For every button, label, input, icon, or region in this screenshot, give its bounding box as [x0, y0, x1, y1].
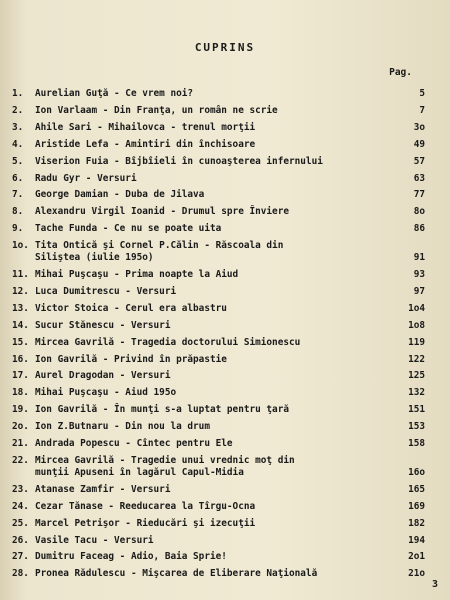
entry-title: Radu Gyr - Versuri	[35, 172, 137, 184]
entry-page: 63	[413, 172, 425, 184]
entry-page: 3o	[413, 121, 425, 133]
entry-page: 165	[408, 483, 425, 495]
entry-number: 22.	[12, 454, 29, 466]
entry-page: 57	[413, 155, 425, 167]
entry-page: 182	[408, 517, 425, 529]
page-title: CUPRINS	[194, 41, 256, 54]
entry-page: 132	[408, 387, 425, 399]
entry-page: 86	[413, 223, 425, 235]
entry-title: Sucur Stănescu - Versuri	[35, 319, 171, 331]
entry-title: Luca Dumitrescu - Versuri	[35, 285, 177, 297]
entry-number: 19.	[12, 404, 29, 416]
entry-number: 17.	[12, 370, 29, 382]
entry-page: 91	[413, 252, 425, 264]
entry-title: Mihai Puşcaşu - Prima noapte la Aiud	[35, 269, 239, 280]
entry-number: 4.	[12, 138, 24, 150]
entry-title: Dumitru Faceag - Adio, Baia Sprie!	[35, 551, 227, 563]
page-column-label: Pag.	[389, 67, 412, 78]
entry-title: Mircea Gavrilă - Tragedia doctorului Simionescu	[35, 336, 301, 348]
entry-number: 24.	[12, 500, 29, 512]
entry-number: 8.	[12, 206, 24, 218]
entry-number: 1o.	[12, 240, 29, 252]
entry-page: 194	[408, 534, 425, 546]
entry-page: 122	[408, 353, 425, 365]
entry-page: 125	[408, 370, 425, 382]
entry-page: 5	[419, 88, 425, 99]
entry-page: 1o4	[408, 302, 425, 314]
entry-number: 3.	[12, 121, 24, 133]
entry-title: Viserion Fuia - Bîjbîieli în cunoaşterea infernului	[35, 155, 323, 167]
entry-number: 2o.	[12, 421, 29, 433]
entry-title: Victor Stoica - Cerul era albastru	[35, 302, 227, 314]
entry-page: 2o1	[408, 551, 425, 563]
entry-number: 12.	[12, 285, 29, 297]
entry-number: 14.	[12, 319, 29, 331]
entry-title: Atanase Zamfir - Versuri	[35, 483, 171, 495]
entry-title: Marcel Petrişor - Rieducări şi izecuţii	[35, 517, 256, 529]
entry-title: Aurel Dragodan - Versuri	[35, 370, 171, 382]
entry-number: 27.	[12, 551, 29, 563]
entry-page: 93	[413, 269, 425, 280]
entry-page: 77	[413, 189, 425, 201]
entry-number: 6.	[12, 172, 24, 184]
entry-title: Pronea Rădulescu - Mişcarea de Eliberare Naţională	[35, 568, 318, 580]
page-number: 3	[431, 579, 438, 590]
entry-number: 13.	[12, 302, 29, 314]
entry-title: Ahile Sari - Mihailovca - trenul morţii	[35, 121, 256, 133]
entry-page: 21o	[408, 568, 425, 580]
entry-number: 23.	[12, 483, 29, 495]
entry-number: 15.	[12, 336, 29, 348]
entry-title: Alexandru Virgil Ioanid - Drumul spre Înviere	[35, 206, 289, 218]
entry-number: 11.	[12, 269, 29, 280]
entry-page: 16o	[408, 466, 425, 478]
entry-number: 5.	[12, 155, 24, 167]
entry-number: 7.	[12, 189, 24, 201]
entry-page: 158	[408, 438, 425, 449]
entry-title: Tache Funda - Ce nu se poate uita	[35, 223, 222, 235]
entry-number: 18.	[12, 387, 29, 399]
entry-page: 97	[413, 285, 425, 297]
entry-title-continued: munţii Apuseni în lagărul Capul-Midia	[35, 466, 244, 478]
entry-title: Cezar Tănase - Reeducarea la Tîrgu-Ocna	[35, 500, 256, 512]
entry-page: 8o	[413, 206, 425, 218]
entry-page: 1o8	[408, 319, 425, 331]
entry-title: Andrada Popescu - Cîntec pentru Ele	[35, 438, 233, 449]
entry-title-continued: Siliştea (iulie 195o)	[35, 252, 154, 264]
entry-title: Tita Ontică şi Cornel P.Călin - Răscoala din	[35, 240, 284, 252]
entry-number: 2.	[12, 104, 24, 116]
entry-title: Mihai Puşcaşu - Aiud 195o	[35, 387, 177, 399]
entry-number: 1.	[12, 88, 24, 99]
entry-number: 9.	[12, 223, 24, 235]
entry-title: Aristide Lefa - Amintiri din închisoare	[35, 138, 256, 150]
entry-title: Aurelian Guţă - Ce vrem noi?	[35, 88, 194, 99]
entry-title: Ion Varlaam - Din Franţa, un român ne scrie	[35, 104, 278, 116]
entry-title: George Damian - Duba de Jilava	[35, 189, 205, 201]
entry-page: 151	[408, 404, 425, 416]
entry-number: 21.	[12, 438, 29, 449]
entry-page: 119	[408, 336, 425, 348]
entry-page: 49	[413, 138, 425, 150]
entry-title: Ion Gavrilă - În munţi s-a luptat pentru ţară	[35, 404, 289, 416]
entry-number: 25.	[12, 517, 29, 529]
entry-page: 153	[408, 421, 425, 433]
entry-number: 28.	[12, 568, 29, 580]
entry-number: 16.	[12, 353, 29, 365]
entry-title: Vasile Tacu - Versuri	[35, 534, 154, 546]
entry-page: 7	[419, 104, 425, 116]
entry-page: 169	[408, 500, 425, 512]
entry-title: Ion Gavrilă - Privind în prăpastie	[35, 353, 227, 365]
entry-title: Ion Z.Butnaru - Din nou la drum	[35, 421, 210, 433]
entry-title: Mircea Gavrilă - Tragedie unui vrednic moţ din	[35, 454, 295, 466]
entry-number: 26.	[12, 534, 29, 546]
